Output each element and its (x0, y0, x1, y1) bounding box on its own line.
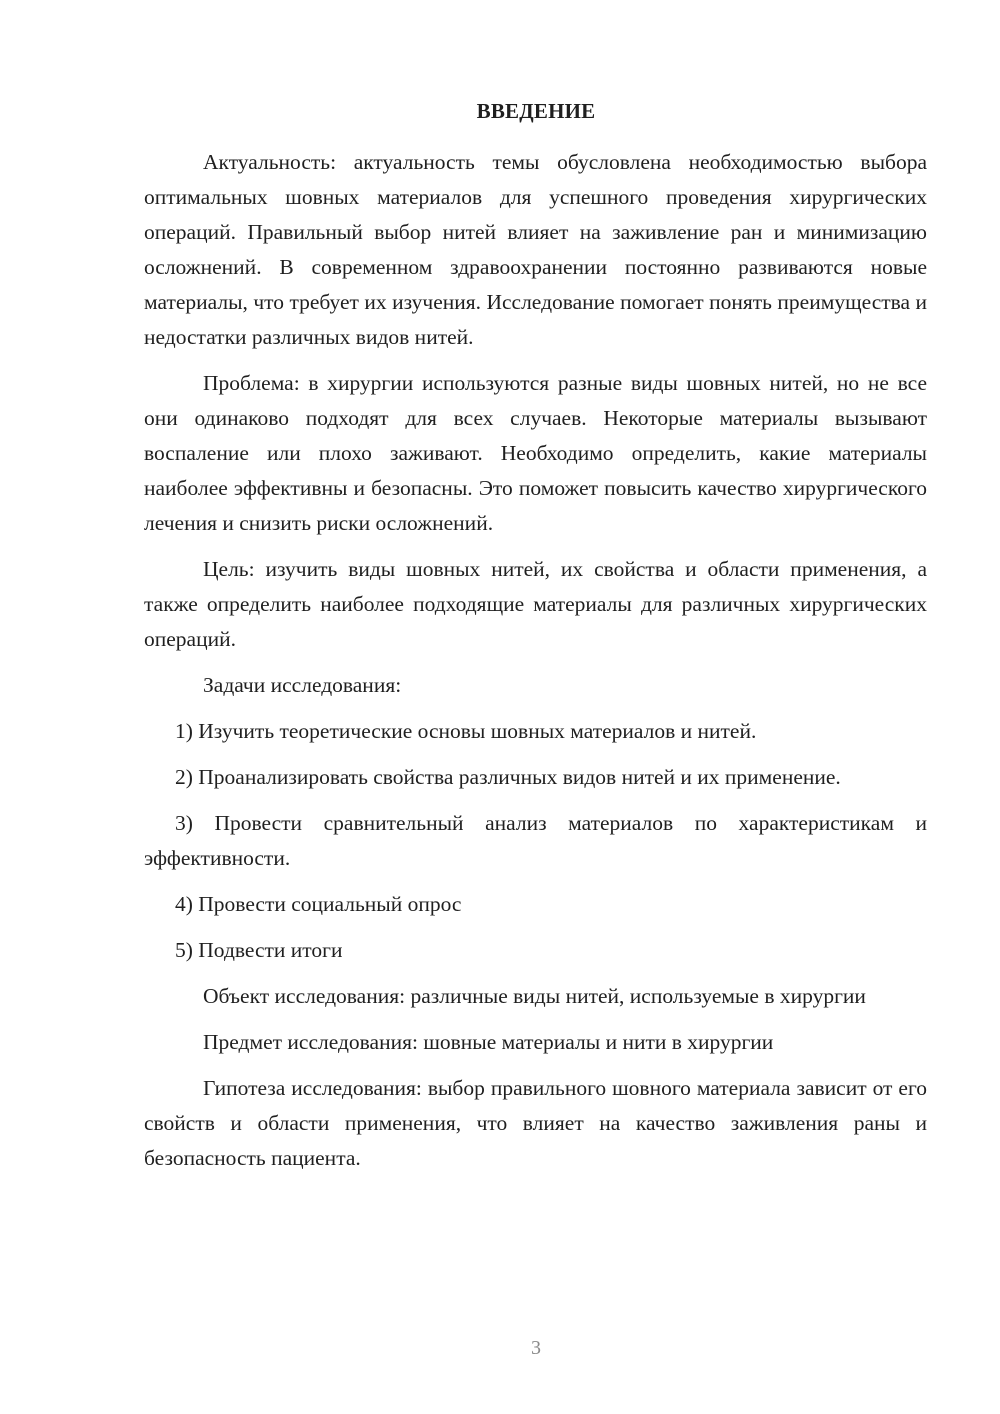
object-paragraph: Объект исследования: различные виды нитей, используемые в хирургии (203, 984, 866, 1008)
problem-paragraph: Проблема: в хирургии используются разные виды шовных нитей, но не все они одинаково подходят для всех случаев. Некоторые материалы вызывают воспаление или плохо заживают. Необходимо определить, какие материалы наиболее эффективны и безопасны. Это поможет повысить качество хирургического лечения и снизить риски осложнений. (144, 371, 927, 535)
task-item-2: 2) Проанализировать свойства различных видов нитей и их применение. (175, 765, 841, 789)
task-item-5: 5) Подвести итоги (175, 938, 343, 962)
tasks-title: Задачи исследования: (203, 673, 402, 697)
page-number: 3 (531, 1337, 541, 1359)
task-item-3: 3) Провести сравнительный анализ материалов по характеристикам и эффективности. (144, 811, 927, 870)
section-heading: ВВЕДЕНИЕ (476, 99, 596, 123)
task-item-4: 4) Провести социальный опрос (175, 892, 462, 916)
subject-paragraph: Предмет исследования: шовные материалы и нити в хирургии (203, 1030, 774, 1054)
goal-paragraph: Цель: изучить виды шовных нитей, их свойства и области применения, а также определить наиболее подходящие материалы для различных хирургических операций. (144, 557, 927, 651)
task-item-1: 1) Изучить теоретические основы шовных материалов и нитей. (175, 719, 757, 743)
body-text (144, 145, 927, 1187)
relevance-paragraph: Актуальность: актуальность темы обусловлена необходимостью выбора оптимальных шовных материалов для успешного проведения хирургических операций. Правильный выбор нитей влияет на заживление ран и минимизацию осложнений. В современном здравоохранении постоянно развиваются новые материалы, что требует их изучения. Исследование помогает понять преимущества и недостатки различных видов нитей. (144, 150, 927, 349)
hypothesis-paragraph: Гипотеза исследования: выбор правильного шовного материала зависит от его свойств и области применения, что влияет на качество заживления раны и безопасность пациента. (144, 1076, 927, 1170)
